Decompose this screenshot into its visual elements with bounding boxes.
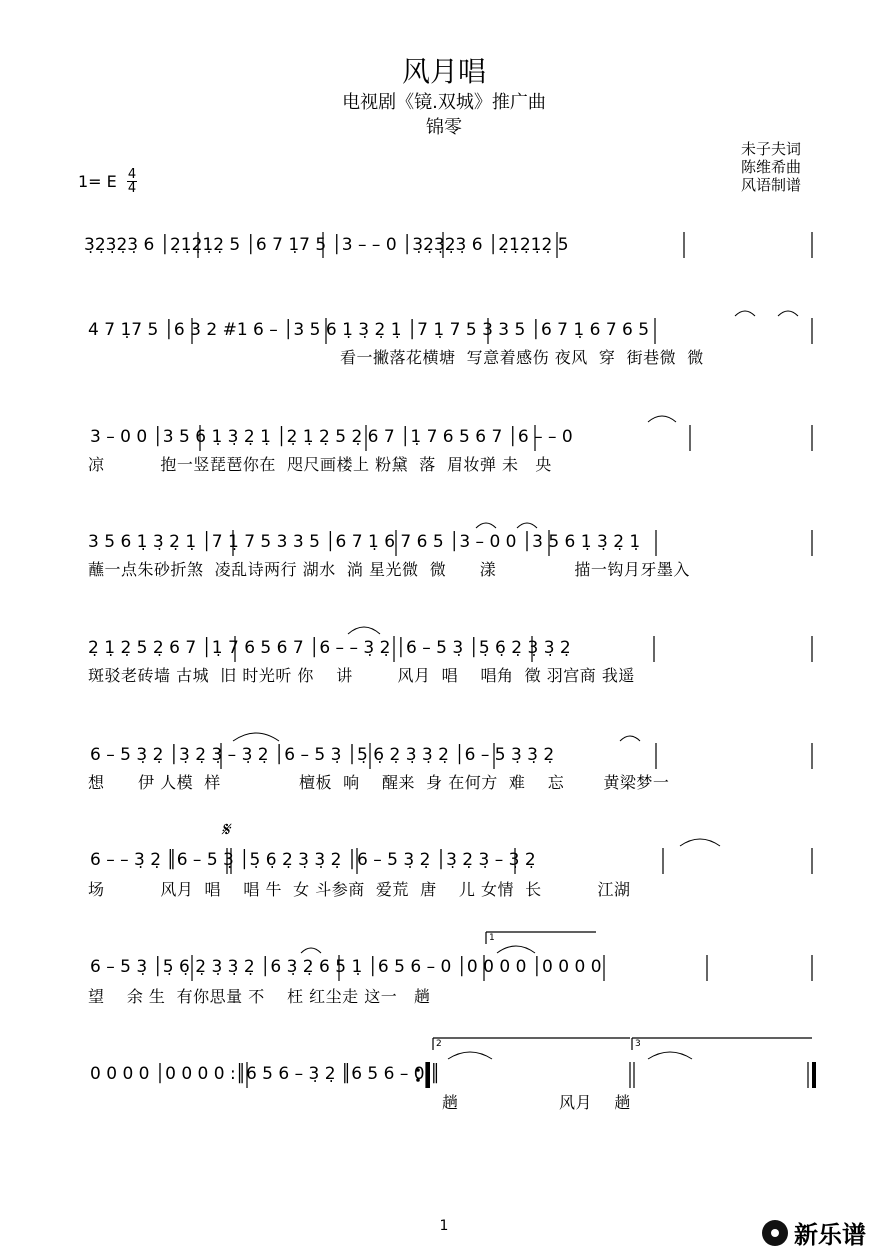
lyrics-system-2: 看一撇落花横塘 写意着感伤 夜风 穿 街巷微 微 xyxy=(340,348,704,367)
lyricist-credit: 未子夫词 xyxy=(741,140,802,158)
singer-name: 锦零 xyxy=(426,117,462,138)
notes-system-6: 6 – 5 3̣ 2̣ │3̣ 2̣ 3̣ – 3̣ 2̣ │6 – 5 3̣ │5̣ 6̣ 2̣ 3̣ 3̣ 2̣ │6 – 5 3̣ 3̣ 2̣ xyxy=(90,745,555,765)
lyrics-system-5: 斑驳老砖墙 古城 旧 时光听 你 讲 风月 唱 唱角 徵 羽宫商 我遥 xyxy=(88,666,635,685)
meter-bottom: 4 xyxy=(127,181,137,196)
vinyl-disc-icon xyxy=(762,1220,788,1246)
volta-first: 1 xyxy=(489,933,495,943)
lyrics-system-6: 想 伊 人模 样 檀板 响 醒来 身 在何方 难 忘 黄梁梦一 xyxy=(88,773,670,792)
logo-text: 新乐谱 xyxy=(794,1221,866,1249)
volta-third: 3 xyxy=(635,1039,641,1049)
lyrics-system-9: 趟 风月 趟 xyxy=(442,1093,631,1112)
composer-credit: 陈维希曲 xyxy=(741,158,802,176)
page-number: 1 xyxy=(439,1218,449,1234)
notes-system-2: 4 7 1̣7 5 │6 3 2 #1 6 – │3 5 6 1̣ 3̣ 2̣ 1̣ │7 1̣ 7 5 3 3 5 │6 7 1̣ 6 7 6 5 xyxy=(88,320,650,340)
segno-icon: 𝄋 xyxy=(221,817,230,841)
volta-second: 2 xyxy=(436,1039,442,1049)
notes-system-7: 6 – – 3̣ 2̣ ║6 – 5 3̣ │5̣ 6̣ 2̣ 3̣ 3̣ 2̣ │6 – 5 3̣ 2̣ │3̣ 2̣ 3̣ – 3̣ 2̣ xyxy=(90,850,536,870)
lyrics-system-4: 蘸一点朱砂折煞 凌乱诗两行 湖水 淌 星光微 微 漾 描一钩月牙墨入 xyxy=(88,560,690,579)
meter-top: 4 xyxy=(127,167,137,182)
notes-system-5: 2̣ 1̣ 2̣ 5 2̣ 6 7 │1̣ 7 6 5 6 7 │6 – – 3̣ 2̣ │6 – 5 3̣ │5̣ 6̣ 2̣ 3̣ 3̣ 2̣ xyxy=(88,638,571,658)
site-logo[interactable] xyxy=(762,1215,866,1250)
key-signature: 1= E xyxy=(78,172,117,191)
notes-system-8: 6 – 5 3̣ │5̣ 6̣ 2̣ 3̣ 3̣ 2̣ │6 3̣ 2̣ 6 5 1̣ │6 5 6 – 0 │0 0 0 0 │0 0 0 0 xyxy=(90,957,602,977)
song-subtitle: 电视剧《镜.双城》推广曲 xyxy=(342,92,546,113)
lyrics-system-7: 场 风月 唱 唱 牛 女 斗参商 爱荒 唐 儿 女情 长 江湖 xyxy=(88,880,631,899)
transcriber-credit: 风语制谱 xyxy=(741,176,802,194)
notes-system-3: 3 – 0 0 │3 5 6 1̣ 3̣ 2̣ 1̣ │2̣ 1̣ 2̣ 5 2̣ 6 7 │1̣ 7 6 5 6 7 │6 – – 0 xyxy=(90,427,573,447)
lyrics-system-3: 凉 抱一竖琵琶你在 咫尺画楼上 粉黛 落 眉妆弹 未 央 xyxy=(88,455,552,474)
lyrics-system-8: 望 余 生 有你思量 不 枉 红尘走 这一 趟 xyxy=(88,987,431,1006)
notes-system-1: 3̣2̣3̣2̣3̣ 6 │2̣1̣2̣1̣2̣ 5 │6 7 1̣7 5 │3 – – 0 │3̣2̣3̣2̣3̣ 6 │2̣1̣2̣1̣2̣ 5 xyxy=(84,235,569,255)
notes-system-4: 3 5 6 1̣ 3̣ 2̣ 1̣ │7 1̣ 7 5 3 3 5 │6 7 1̣ 6 7 6 5 │3 – 0 0 │3 5 6 1̣ 3̣ 2̣ 1̣ xyxy=(88,532,641,552)
song-title: 风月唱 xyxy=(401,55,486,88)
notes-system-9: 0 0 0 0 │0 0 0 0 :║6 5 6 – 3̣ 2̣ ║6 5 6 – 0 ║ xyxy=(90,1064,441,1084)
